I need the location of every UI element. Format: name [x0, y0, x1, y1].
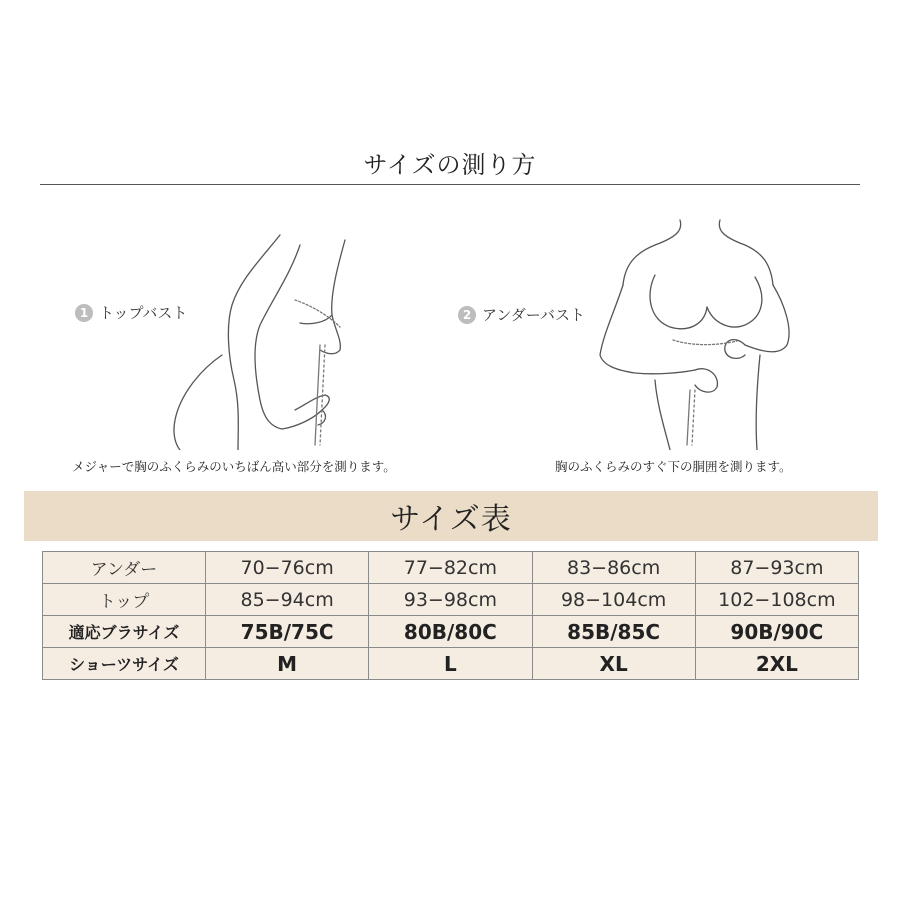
size-cell: 87−93cm [695, 552, 858, 584]
size-cell: 70−76cm [206, 552, 369, 584]
row-label: トップ [43, 584, 206, 616]
measure-title: サイズの測り方 [363, 151, 537, 179]
size-cell: L [369, 648, 532, 680]
size-cell: 80B/80C [369, 616, 532, 648]
size-cell: 85B/85C [532, 616, 695, 648]
size-cell: 93−98cm [369, 584, 532, 616]
step1-caption: メジャーで胸のふくらみのいちばん高い部分を測ります。 [72, 459, 396, 474]
size-cell: XL [532, 648, 695, 680]
top-bust-illustration [160, 205, 380, 450]
size-cell: 75B/75C [206, 616, 369, 648]
size-row-top [43, 584, 859, 616]
step1-number-badge: 1 [75, 304, 93, 322]
size-cell: 90B/90C [695, 616, 858, 648]
size-cell: 77−82cm [369, 552, 532, 584]
size-table [42, 551, 859, 680]
step1-label-text: トップバスト [99, 304, 188, 322]
size-cell: 98−104cm [532, 584, 695, 616]
step2-number-badge: 2 [458, 306, 476, 324]
size-cell: 83−86cm [532, 552, 695, 584]
size-row-bra [43, 616, 859, 648]
size-cell: M [206, 648, 369, 680]
title-divider [40, 184, 860, 185]
under-bust-illustration [595, 205, 795, 450]
size-row-shorts [43, 648, 859, 680]
row-label: アンダー [43, 552, 206, 584]
size-cell: 102−108cm [695, 584, 858, 616]
step1-label [75, 302, 187, 323]
size-cell: 2XL [695, 648, 858, 680]
step2-label [458, 304, 585, 325]
step2-caption: 胸のふくらみのすぐ下の胴囲を測ります。 [555, 459, 792, 474]
step2-label-text: アンダーバスト [482, 306, 586, 324]
row-label: 適応ブラサイズ [43, 616, 206, 648]
size-row-under [43, 552, 859, 584]
size-table-title: サイズ表 [24, 491, 878, 541]
row-label: ショーツサイズ [43, 648, 206, 680]
size-cell: 85−94cm [206, 584, 369, 616]
